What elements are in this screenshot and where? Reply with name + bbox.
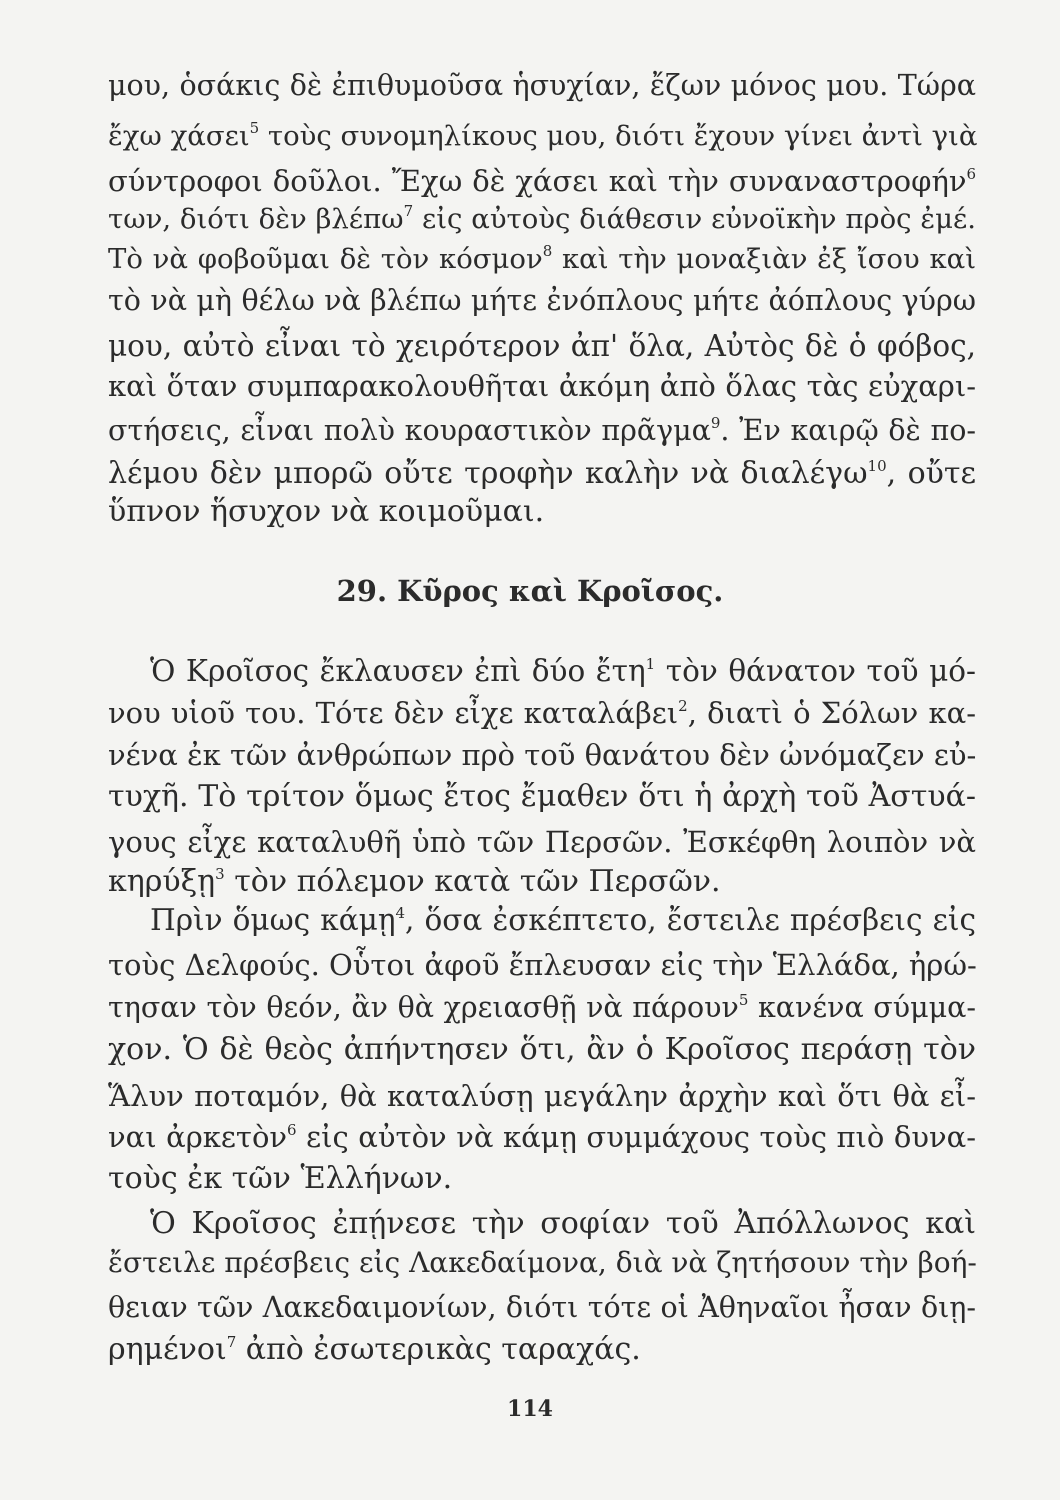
text-line: χον. Ὁ δὲ θεὸς ἀπήντησεν ὅτι, ἂν ὁ Κροῖσος περάσῃ τὸν	[108, 1032, 976, 1067]
text-line: γους εἶχε καταλυθῆ ὑπὸ τῶν Περσῶν. Ἐσκέφθη λοιπὸν νὰ	[108, 825, 976, 859]
footnote-marker: 7	[403, 202, 414, 220]
footnote-marker: 6	[966, 165, 976, 183]
text-line: μου, ὁσάκις δὲ ἐπιθυμοῦσα ἡσυχίαν, ἔζων μόνος μου. Τώρα	[108, 69, 976, 102]
footnote-marker: 5	[738, 991, 749, 1009]
text-line: καὶ ὅταν συμπαρακολουθῆται ἀκόμη ἀπὸ ὅλας τὰς εὐχαρι-	[108, 369, 976, 403]
text-line: νου υἱοῦ του. Τότε δὲν εἶχε καταλάβει$^2$, διατὶ ὁ Σόλων κα-	[108, 696, 976, 730]
text-line: ἔστειλε πρέσβεις εἰς Λακεδαίμονα, διὰ νὰ ζητήσουν τὴν βοή-	[108, 1246, 977, 1279]
footnote-marker: 1	[645, 655, 656, 673]
footnote-marker: 2	[678, 697, 688, 715]
text-line: τοὺς ἐκ τῶν Ἑλλήνων.	[108, 1161, 453, 1196]
footnote-marker: 8	[542, 242, 553, 260]
text-line: ὕπνον ἥσυχον νὰ κοιμοῦμαι.	[108, 494, 545, 529]
section-title: 29. Κῦρος καὶ Κροῖσος.	[336, 574, 724, 608]
text-line: στήσεις, εἶναι πολὺ κουραστικὸν πρᾶγμα$^9$. Ἐν καιρῷ δὲ πο-	[108, 414, 976, 447]
footnote-marker: 4	[395, 904, 406, 922]
text-line: ναι ἀρκετὸν$^6$ εἰς αὐτὸν νὰ κάμῃ συμμάχους τοὺς πιὸ δυνα-	[108, 1120, 977, 1154]
text-line: τησαν τὸν θεόν, ἂν θὰ χρειασθῇ νὰ πάρουν$^5$ κανένα σύμμα-	[108, 991, 976, 1024]
text-line: τυχῆ. Τὸ τρίτον ὅμως ἔτος ἔμαθεν ὅτι ἡ ἀρχὴ τοῦ Ἀστυά-	[108, 779, 976, 814]
text-line: ρημένοι$^7$ ἀπὸ ἐσωτερικὰς ταραχάς.	[108, 1332, 641, 1367]
text-line: λέμου δὲν μπορῶ οὔτε τροφὴν καλὴν νὰ διαλέγω$^{10}$, οὔτε	[108, 456, 976, 491]
text-line: Πρὶν ὅμως κάμῃ$^4$, ὅσα ἐσκέπτετο, ἔστειλε πρέσβεις εἰς	[150, 903, 976, 937]
text-line: σύντροφοι δοῦλοι. Ἔχω δὲ χάσει καὶ τὴν συναναστροφήν$^6$	[108, 164, 976, 198]
text-line: Ὁ Κροῖσος ἐπῄνεσε τὴν σοφίαν τοῦ Ἀπόλλωνος καὶ	[150, 1206, 976, 1241]
footnote-marker: 5	[249, 119, 260, 137]
text-line: τὸ νὰ μὴ θέλω νὰ βλέπω μήτε ἐνόπλους μήτε ἀόπλους γύρω	[108, 284, 976, 317]
footnote-marker: 9	[710, 414, 721, 432]
text-line: τοὺς Δελφούς. Οὗτοι ἀφοῦ ἔπλευσαν εἰς τὴν Ἑλλάδα, ἠρώ-	[108, 948, 977, 982]
page-number: 114	[507, 1396, 553, 1422]
text-line: μου, αὐτὸ εἶναι τὸ χειρότερον ἀπ' ὅλα, Αὐτὸς δὲ ὁ φόβος,	[108, 329, 976, 363]
footnote-marker: 7	[226, 1333, 237, 1351]
text-line: Ὁ Κροῖσος ἔκλαυσεν ἐπὶ δύο ἔτη$^1$ τὸν θάνατον τοῦ μό-	[150, 654, 976, 688]
text-line: Τὸ νὰ φοβοῦμαι δὲ τὸν κόσμον$^8$ καὶ τὴν μοναξιὰν ἐξ ἴσου καὶ	[108, 242, 976, 275]
footnote-marker: 10	[867, 457, 887, 475]
footnote-marker: 6	[287, 1121, 297, 1139]
text-line: των, διότι δὲν βλέπω$^7$ εἰς αὐτοὺς διάθεσιν εὐνοϊκὴν πρὸς ἐμέ.	[108, 202, 976, 235]
text-line: Ἅλυν ποταμόν, θὰ καταλύσῃ μεγάλην ἀρχὴν καὶ ὅτι θὰ εἶ-	[108, 1079, 976, 1113]
text-line: θειαν τῶν Λακεδαιμονίων, διότι τότε οἱ Ἀθηναῖοι ἦσαν διῃ-	[108, 1291, 976, 1324]
text-line: ἔχω χάσει$^5$ τοὺς συνομηλίκους μου, διότι ἔχουν γίνει ἀντὶ γιὰ	[108, 119, 978, 152]
text-line: κηρύξῃ$^3$ τὸν πόλεμον κατὰ τῶν Περσῶν.	[108, 864, 721, 899]
footnote-marker: 3	[215, 865, 225, 883]
text-line: νένα ἐκ τῶν ἀνθρώπων πρὸ τοῦ θανάτου δὲν ὠνόμαζεν εὐ-	[108, 738, 977, 772]
